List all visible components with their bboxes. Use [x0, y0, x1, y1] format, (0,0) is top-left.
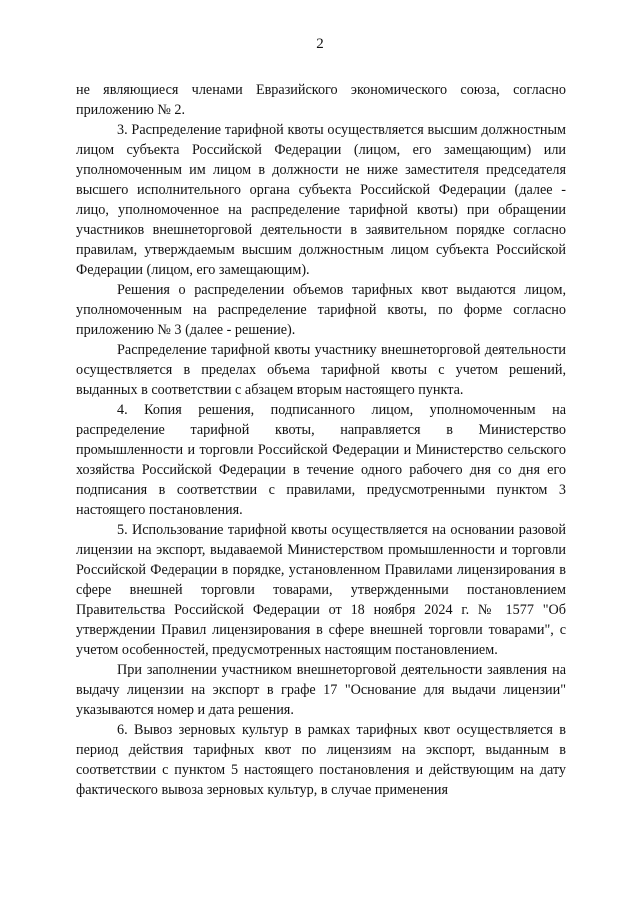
paragraph-distribution: Распределение тарифной квоты участнику внешнеторговой деятельности осуществляется в пределах объема тарифной квоты с учетом решений, выданных в соответствии с абзацем вторым настоящего пункта. [76, 342, 566, 398]
paragraph-item-4: 4. Копия решения, подписанного лицом, уполномоченным на распределение тарифной квоты, направляется в Министерство промышленности и торговли Российской Федерации и Министерство сельского хозяйства Российской Федерации в течение одного рабочего дня со дня его подписания в соответствии с правилами, предусмотренными пунктом 3 настоящего постановления. [76, 402, 566, 518]
paragraph-decisions: Решения о распределении объемов тарифных квот выдаются лицом, уполномоченным на распределение тарифной квоты, по форме согласно приложению № 3 (далее - решение). [76, 282, 566, 338]
paragraph-license-application: При заполнении участником внешнеторговой деятельности заявления на выдачу лицензии на экспорт в графе 17 "Основание для выдачи лицензии" указываются номер и дата решения. [76, 662, 566, 718]
paragraph-item-3: 3. Распределение тарифной квоты осуществляется высшим должностным лицом субъекта Российской Федерации (лицом, его замещающим) или уполномоченным им лицом в должности не ниже заместителя председателя высшего исполнительного органа субъекта Российской Федерации (далее - лицо, уполномоченное на распределение тарифной квоты) при обращении участников внешнеторговой деятельности в заявительном порядке согласно правилам, утверждаемым высшим должностным лицом субъекта Российской Федерации (лицом, его замещающим). [76, 122, 566, 278]
document-body [76, 80, 566, 800]
paragraph-continuation: не являющиеся членами Евразийского экономического союза, согласно приложению № 2. [76, 82, 566, 118]
paragraph-item-6: 6. Вывоз зерновых культур в рамках тарифных квот осуществляется в период действия тарифных квот по лицензиям на экспорт, выданным в соответствии с пунктом 5 настоящего постановления и действующим на дату фактического вывоза зерновых культур, в случае применения [76, 722, 566, 798]
paragraph-item-5: 5. Использование тарифной квоты осуществляется на основании разовой лицензии на экспорт, выдаваемой Министерством промышленности и торговли Российской Федерации в порядке, установленном Правилами лицензирования в сфере внешней торговли товарами, утвержденными постановлением Правительства Российской Федерации от 18 ноября 2024 г. № 1577 "Об утверждении Правил лицензирования в сфере внешней торговли товарами", с учетом особенностей, предусмотренных настоящим постановлением. [76, 522, 566, 658]
page-number: 2 [316, 36, 324, 52]
